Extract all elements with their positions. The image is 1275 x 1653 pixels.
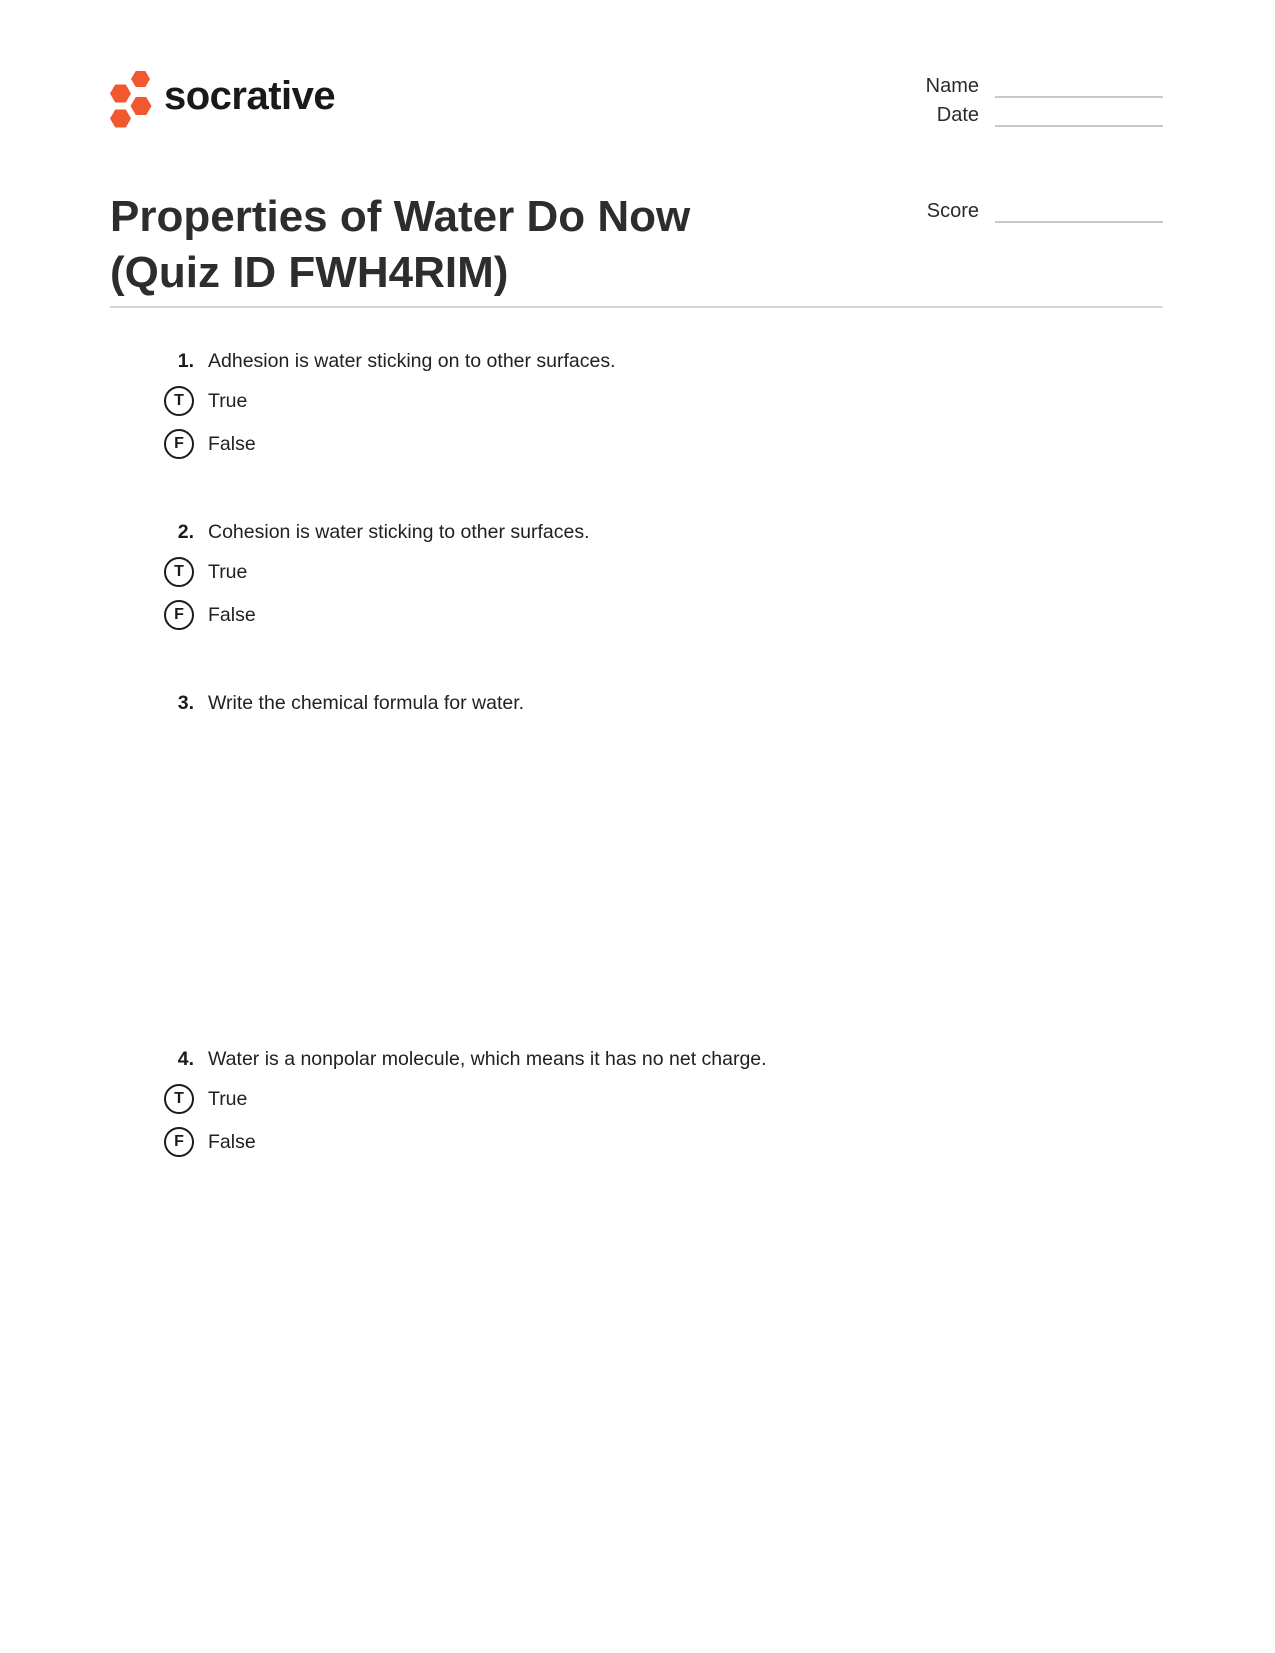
date-field-row	[937, 103, 1163, 127]
true-option-circle-icon: T	[164, 557, 194, 587]
quiz-title: Properties of Water Do Now (Quiz ID FWH4RIM)	[110, 192, 691, 298]
score-fill-line	[995, 199, 1163, 223]
date-fill-line	[995, 103, 1163, 127]
false-option-circle-icon: F	[164, 600, 194, 630]
socrative-wordmark: socrative	[164, 74, 336, 118]
socrative-logo	[100, 64, 335, 130]
option-label: False	[208, 432, 256, 455]
name-label: Name	[925, 75, 979, 97]
date-label: Date	[936, 104, 979, 126]
question-number: 1.	[177, 350, 194, 372]
question-1	[164, 348, 1165, 459]
question-text: Adhesion is water sticking on to other surfaces.	[208, 350, 616, 372]
option-false	[164, 429, 1165, 459]
option-true	[164, 1084, 1165, 1114]
name-field-row	[926, 74, 1163, 98]
socrative-hexagons-icon	[100, 66, 156, 130]
option-true	[164, 557, 1165, 587]
question-text: Write the chemical formula for water.	[208, 692, 525, 714]
option-false	[164, 600, 1165, 630]
true-option-circle-icon: T	[164, 1084, 194, 1114]
option-label: True	[208, 389, 248, 412]
option-label: False	[208, 1130, 256, 1153]
option-label: True	[208, 1087, 248, 1110]
question-3	[164, 690, 1165, 986]
question-2	[164, 519, 1165, 630]
option-true	[164, 386, 1165, 416]
open-response-space	[164, 716, 1165, 986]
name-fill-line	[995, 74, 1163, 98]
false-option-circle-icon: F	[164, 429, 194, 459]
option-false	[164, 1127, 1165, 1157]
question-number: 4.	[177, 1048, 194, 1070]
option-label: True	[208, 560, 248, 583]
question-number: 2.	[177, 521, 194, 543]
question-text: Cohesion is water sticking to other surfaces.	[208, 521, 590, 543]
header-divider	[110, 306, 1163, 308]
score-field-row	[927, 199, 1163, 223]
option-label: False	[208, 603, 256, 626]
question-4	[164, 1046, 1165, 1157]
question-text: Water is a nonpolar molecule, which means it has no net charge.	[208, 1048, 767, 1070]
false-option-circle-icon: F	[164, 1127, 194, 1157]
score-label: Score	[926, 200, 979, 222]
true-option-circle-icon: T	[164, 386, 194, 416]
question-list	[164, 348, 1165, 1217]
question-number: 3.	[177, 692, 194, 714]
